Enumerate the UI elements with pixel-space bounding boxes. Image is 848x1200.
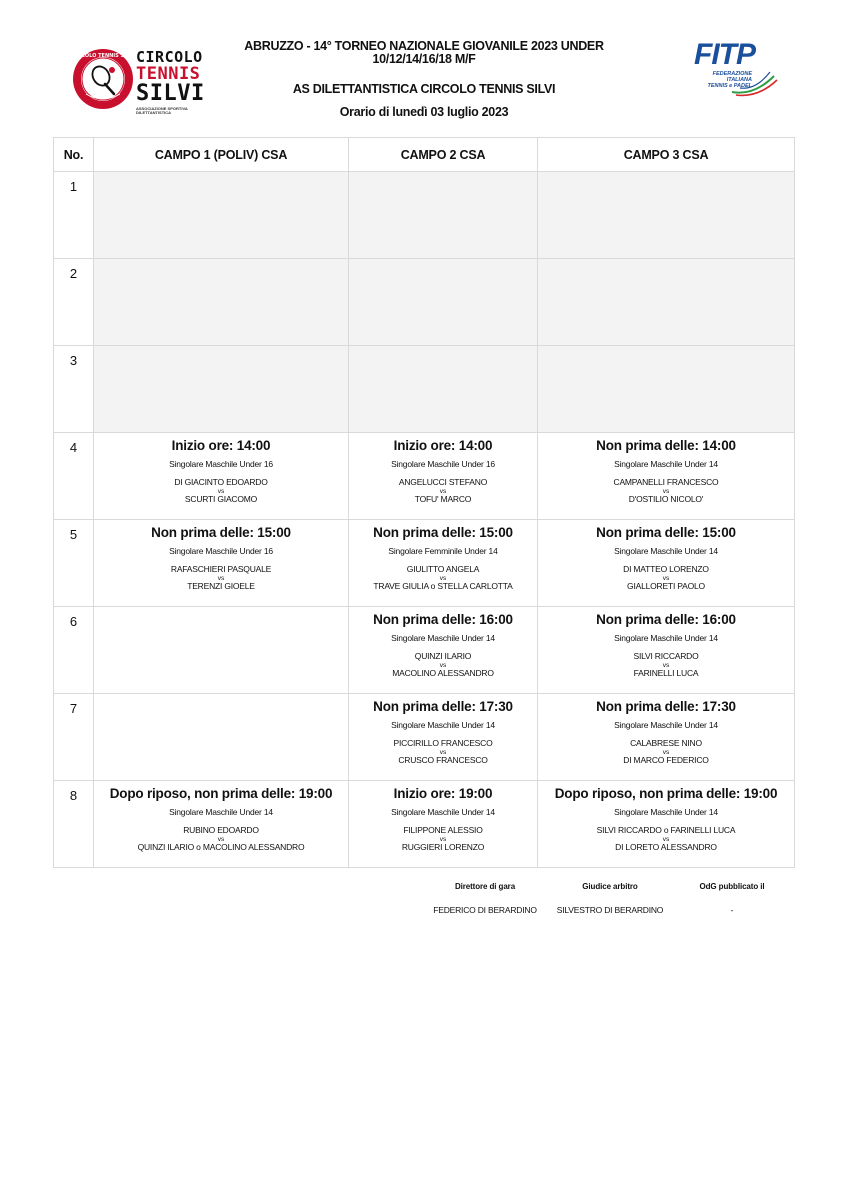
row-number: 1 bbox=[54, 172, 94, 259]
player-two: RUGGIERI LORENZO bbox=[401, 842, 485, 852]
fitp-sub-line1: FEDERAZIONE bbox=[712, 71, 752, 77]
club-name-line1: CIRCOLO bbox=[136, 48, 203, 66]
fitp-sub-line3: TENNIS e PADEL bbox=[707, 83, 752, 89]
row-number: 2 bbox=[54, 259, 94, 346]
versus-label: vs bbox=[217, 836, 225, 843]
player-one: FILIPPONE ALESSIO bbox=[403, 825, 483, 835]
club-name-line3: SILVI bbox=[136, 81, 205, 106]
match-cell bbox=[349, 781, 538, 868]
tournament-title bbox=[210, 40, 638, 119]
row-number: 4 bbox=[54, 433, 94, 520]
director-block bbox=[420, 882, 550, 915]
row-number: 8 bbox=[54, 781, 94, 868]
match-cell bbox=[538, 694, 795, 781]
match-cell bbox=[349, 433, 538, 520]
player-one: CAMPANELLI FRANCESCO bbox=[613, 477, 719, 487]
versus-label: vs bbox=[439, 662, 447, 669]
match-time: Non prima delle: 17:30 bbox=[596, 699, 736, 714]
club-name-line2: TENNIS bbox=[136, 64, 201, 84]
match-time: Non prima delle: 16:00 bbox=[596, 612, 736, 627]
match-time: Inizio ore: 14:00 bbox=[171, 438, 271, 453]
match-category: Singolare Maschile Under 14 bbox=[614, 720, 718, 730]
schedule-date: Orario di lunedì 03 luglio 2023 bbox=[339, 105, 509, 119]
director-value: FEDERICO DI BERARDINO bbox=[433, 905, 537, 915]
match-cell bbox=[538, 172, 795, 259]
match-cell bbox=[349, 346, 538, 433]
match-cell bbox=[94, 259, 349, 346]
page-footer bbox=[0, 882, 848, 922]
player-two: D'OSTILIO NICOLO' bbox=[628, 494, 704, 504]
player-two: DI LORETO ALESSANDRO bbox=[615, 842, 717, 852]
versus-label: vs bbox=[439, 575, 447, 582]
player-two: TRAVE GIULIA o STELLA CARLOTTA bbox=[373, 581, 513, 591]
referee-block bbox=[545, 882, 675, 915]
match-cell bbox=[538, 433, 795, 520]
match-time: Non prima delle: 15:00 bbox=[373, 525, 513, 540]
player-two: TOFU' MARCO bbox=[414, 494, 472, 504]
schedule-table bbox=[53, 137, 795, 868]
match-cell bbox=[349, 520, 538, 607]
player-one: SILVI RICCARDO o FARINELLI LUCA bbox=[596, 825, 736, 835]
schedule-header-row bbox=[54, 138, 795, 172]
tournament-title-line1: ABRUZZO - 14° TORNEO NAZIONALE GIOVANILE 2023 UNDER bbox=[244, 39, 604, 53]
match-category: Singolare Maschile Under 14 bbox=[391, 807, 495, 817]
published-label: OdG pubblicato il bbox=[699, 882, 765, 891]
published-block bbox=[672, 882, 792, 915]
player-two: MACOLINO ALESSANDRO bbox=[392, 668, 494, 678]
match-cell bbox=[94, 694, 349, 781]
player-two: GIALLORETI PAOLO bbox=[627, 581, 705, 591]
player-one: ANGELUCCI STEFANO bbox=[398, 477, 488, 487]
match-time: Non prima delle: 15:00 bbox=[596, 525, 736, 540]
versus-label: vs bbox=[439, 749, 447, 756]
player-two: FARINELLI LUCA bbox=[633, 668, 699, 678]
player-one: DI MATTEO LORENZO bbox=[623, 564, 709, 574]
schedule-row bbox=[54, 781, 795, 868]
match-cell bbox=[349, 607, 538, 694]
fitp-sub-line2: ITALIANA bbox=[726, 77, 752, 83]
fitp-swoosh-icon bbox=[730, 58, 780, 98]
club-name-line4: ASSOCIAZIONE SPORTIVA DILETTANTISTICA bbox=[136, 106, 188, 115]
row-number: 5 bbox=[54, 520, 94, 607]
versus-label: vs bbox=[662, 749, 670, 756]
player-one: SILVI RICCARDO bbox=[633, 651, 699, 661]
versus-label: vs bbox=[662, 662, 670, 669]
match-cell bbox=[94, 607, 349, 694]
player-one: RUBINO EDOARDO bbox=[183, 825, 259, 835]
player-two: SCURTI GIACOMO bbox=[184, 494, 258, 504]
player-one: PICCIRILLO FRANCESCO bbox=[393, 738, 493, 748]
fitp-logo-text: FITP bbox=[694, 38, 755, 71]
director-label: Direttore di gara bbox=[454, 882, 516, 891]
schedule-row bbox=[54, 694, 795, 781]
match-cell bbox=[538, 607, 795, 694]
versus-label: vs bbox=[662, 836, 670, 843]
schedule-row bbox=[54, 520, 795, 607]
schedule-row bbox=[54, 259, 795, 346]
seal-text: CIRCOLO TENNIS SILVI bbox=[72, 53, 134, 59]
page-header bbox=[0, 0, 848, 135]
match-category: Singolare Maschile Under 14 bbox=[391, 720, 495, 730]
match-time: Dopo riposo, non prima delle: 19:00 bbox=[554, 786, 778, 801]
player-one: CALABRESE NINO bbox=[630, 738, 702, 748]
match-cell bbox=[94, 346, 349, 433]
match-cell bbox=[349, 694, 538, 781]
match-cell bbox=[94, 781, 349, 868]
versus-label: vs bbox=[662, 488, 670, 495]
schedule-row bbox=[54, 172, 795, 259]
versus-label: vs bbox=[217, 575, 225, 582]
row-number: 3 bbox=[54, 346, 94, 433]
header-campo-3: CAMPO 3 CSA bbox=[538, 138, 795, 172]
match-category: Singolare Maschile Under 14 bbox=[391, 633, 495, 643]
player-one: GIULITTO ANGELA bbox=[406, 564, 480, 574]
match-category: Singolare Femminile Under 14 bbox=[388, 546, 498, 556]
match-cell bbox=[538, 520, 795, 607]
match-category: Singolare Maschile Under 16 bbox=[391, 459, 495, 469]
circolo-tennis-silvi-logo bbox=[72, 48, 222, 115]
versus-label: vs bbox=[439, 836, 447, 843]
match-time: Non prima delle: 14:00 bbox=[596, 438, 736, 453]
tournament-title-line2: 10/12/14/16/18 M/F bbox=[372, 52, 476, 66]
match-category: Singolare Maschile Under 14 bbox=[614, 546, 718, 556]
match-category: Singolare Maschile Under 14 bbox=[614, 807, 718, 817]
referee-label: Giudice arbitro bbox=[582, 882, 638, 891]
match-category: Singolare Maschile Under 14 bbox=[614, 633, 718, 643]
match-cell bbox=[94, 433, 349, 520]
match-time: Non prima delle: 17:30 bbox=[373, 699, 513, 714]
header-campo-1: CAMPO 1 (POLIV) CSA bbox=[94, 138, 349, 172]
match-cell bbox=[94, 172, 349, 259]
match-cell bbox=[349, 259, 538, 346]
match-time: Inizio ore: 19:00 bbox=[393, 786, 493, 801]
player-two: QUINZI ILARIO o MACOLINO ALESSANDRO bbox=[137, 842, 305, 852]
schedule-row bbox=[54, 607, 795, 694]
header-campo-2: CAMPO 2 CSA bbox=[349, 138, 538, 172]
player-one: RAFASCHIERI PASQUALE bbox=[170, 564, 272, 574]
player-one: DI GIACINTO EDOARDO bbox=[174, 477, 268, 487]
row-number: 6 bbox=[54, 607, 94, 694]
versus-label: vs bbox=[662, 575, 670, 582]
match-time: Inizio ore: 14:00 bbox=[393, 438, 493, 453]
match-cell bbox=[94, 520, 349, 607]
header-no: No. bbox=[54, 138, 94, 172]
published-value: - bbox=[730, 905, 734, 915]
match-time: Non prima delle: 15:00 bbox=[151, 525, 291, 540]
player-two: TERENZI GIOELE bbox=[187, 581, 255, 591]
row-number: 7 bbox=[54, 694, 94, 781]
player-two: DI MARCO FEDERICO bbox=[623, 755, 709, 765]
club-seal-icon bbox=[72, 48, 134, 110]
fitp-logo bbox=[670, 38, 782, 98]
organizer-name: AS DILETTANTISTICA CIRCOLO TENNIS SILVI bbox=[292, 82, 556, 96]
versus-label: vs bbox=[217, 488, 225, 495]
player-two: CRUSCO FRANCESCO bbox=[398, 755, 488, 765]
match-cell bbox=[538, 781, 795, 868]
match-category: Singolare Maschile Under 14 bbox=[614, 459, 718, 469]
match-time: Non prima delle: 16:00 bbox=[373, 612, 513, 627]
player-one: QUINZI ILARIO bbox=[414, 651, 472, 661]
referee-value: SILVESTRO DI BERARDINO bbox=[556, 905, 664, 915]
match-cell bbox=[538, 346, 795, 433]
versus-label: vs bbox=[439, 488, 447, 495]
match-cell bbox=[538, 259, 795, 346]
match-time: Dopo riposo, non prima delle: 19:00 bbox=[109, 786, 333, 801]
schedule-row bbox=[54, 433, 795, 520]
schedule-row bbox=[54, 346, 795, 433]
match-category: Singolare Maschile Under 14 bbox=[169, 807, 273, 817]
match-category: Singolare Maschile Under 16 bbox=[169, 459, 273, 469]
match-category: Singolare Maschile Under 16 bbox=[169, 546, 273, 556]
match-cell bbox=[349, 172, 538, 259]
